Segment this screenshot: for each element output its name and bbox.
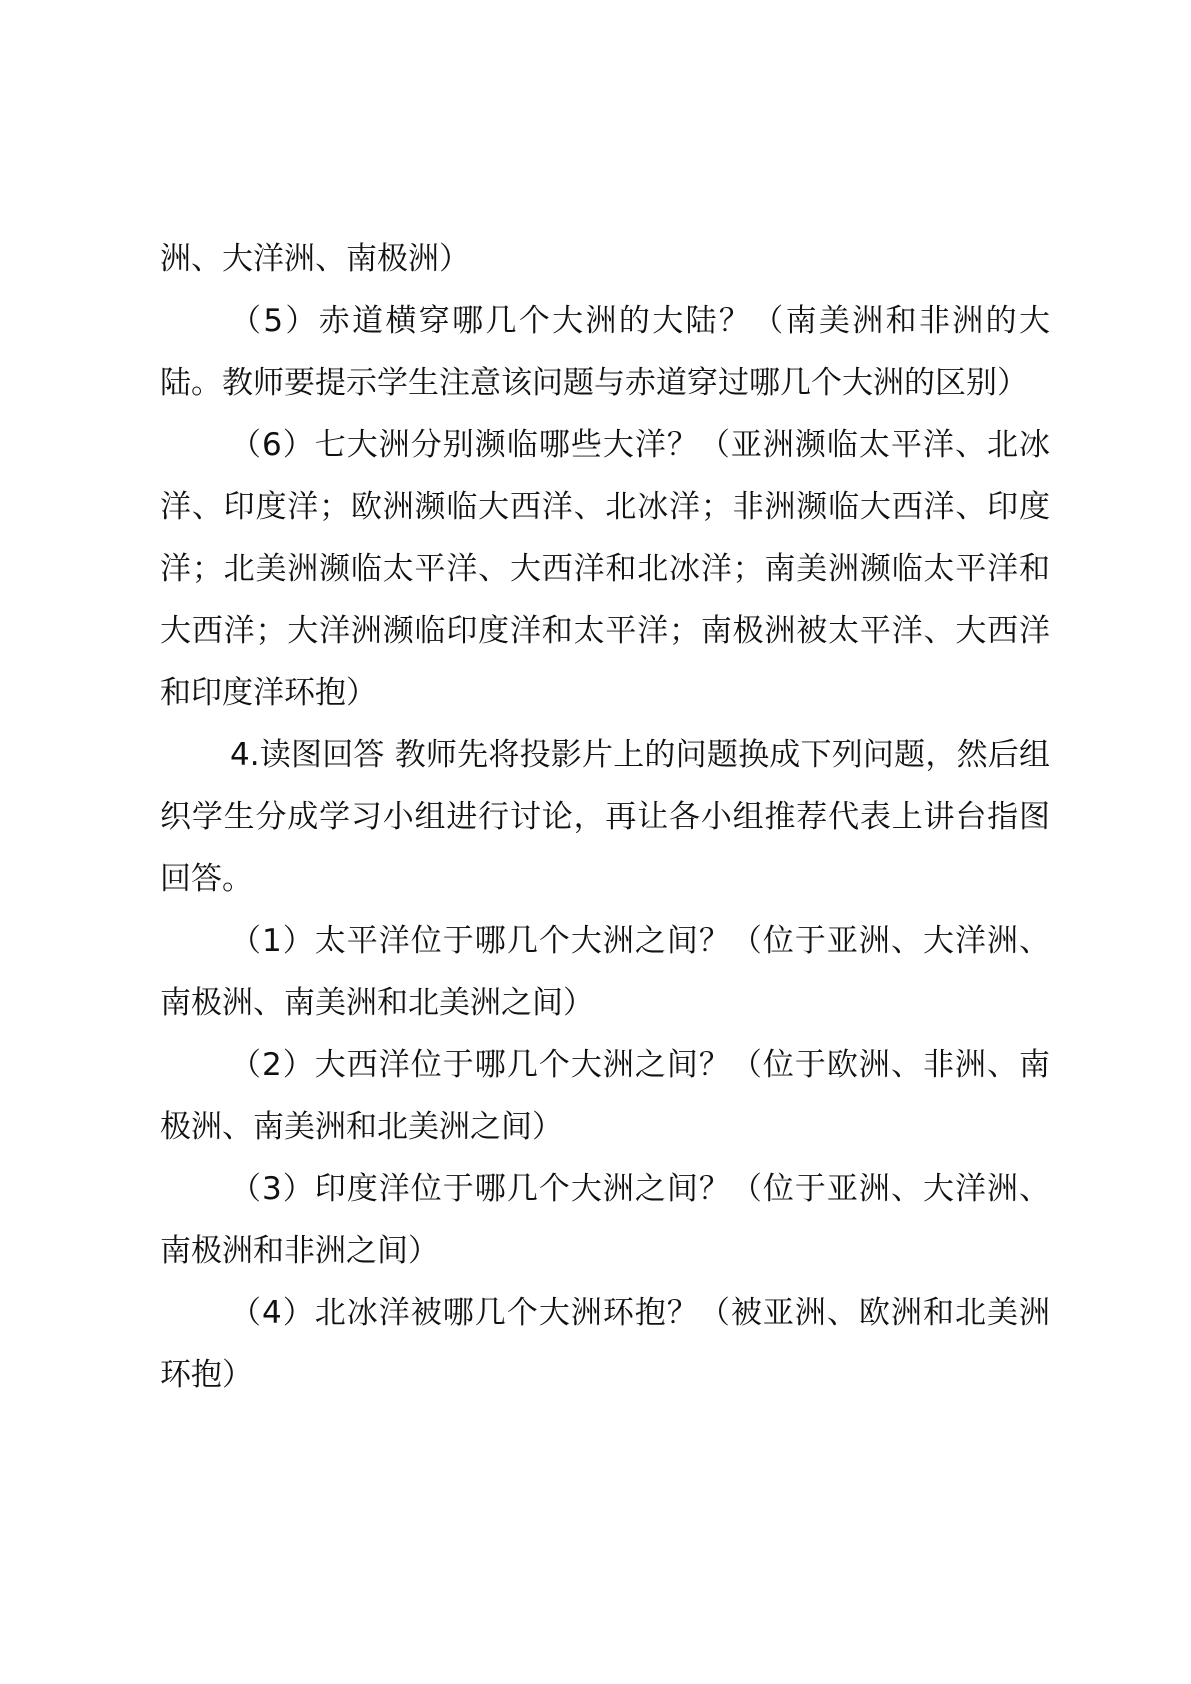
paragraph-arctic-question: （4）北冰洋被哪几个大洲环抱？（被亚洲、欧洲和北美洲环抱） [160, 1295, 1050, 1393]
paragraph-pacific-question: （1）太平洋位于哪几个大洲之间？（位于亚洲、大洋洲、南极洲、南美洲和北美洲之间） [160, 923, 1050, 1021]
paragraph-atlantic-question: （2）大西洋位于哪几个大洲之间？（位于欧洲、非洲、南极洲、南美洲和北美洲之间） [160, 1047, 1050, 1145]
paragraph-question-6: （6）七大洲分别濒临哪些大洋？（亚洲濒临太平洋、北冰洋、印度洋；欧洲濒临大西洋、北冰洋；非洲濒临大西洋、印度洋；北美洲濒临太平洋、大西洋和北冰洋；南美洲濒临太平洋和大西洋；大洋洲濒临印度洋和太平洋；南极洲被太平洋、大西洋和印度洋环抱） [160, 427, 1050, 711]
document-body [160, 228, 1050, 1406]
paragraph-question-5: （5）赤道横穿哪几个大洲的大陆？（南美洲和非洲的大陆。教师要提示学生注意该问题与赤道穿过哪几个大洲的区别） [160, 303, 1050, 401]
paragraph-continuation: 洲、大洋洲、南极洲） [160, 241, 470, 277]
paragraph-indian-question: （3）印度洋位于哪几个大洲之间？（位于亚洲、大洋洲、南极洲和非洲之间） [160, 1171, 1050, 1269]
paragraph-section-4: 4.读图回答 教师先将投影片上的问题换成下列问题，然后组织学生分成学习小组进行讨论，再让各小组推荐代表上讲台指图回答。 [160, 737, 1050, 897]
